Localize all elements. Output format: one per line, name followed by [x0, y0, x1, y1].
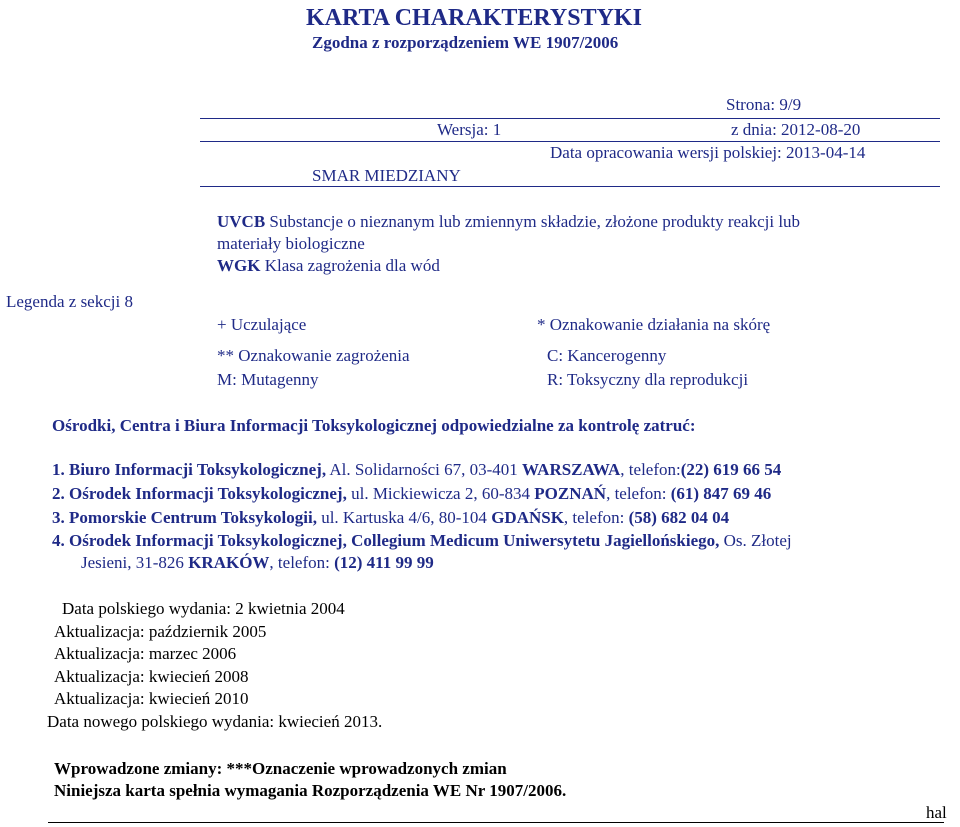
center-2: [52, 484, 771, 504]
update-3: Aktualizacja: kwiecień 2008: [54, 667, 249, 686]
center-3-tel-label: , telefon:: [563, 508, 629, 527]
center-2-name: 2. Ośrodek Informacji Toksykologicznej,: [52, 484, 347, 503]
center-4: [52, 531, 792, 551]
center-2-city: POZNAŃ: [534, 484, 607, 503]
center-3-name: 3. Pomorskie Centrum Toksykologii,: [52, 508, 317, 527]
symbol-plus: + Uczulające: [217, 315, 307, 334]
center-3-city: GDAŃSK: [491, 508, 564, 527]
uvcb-line-2: materiały biologiczne: [217, 234, 365, 253]
center-2-tel-label: , telefon:: [606, 484, 671, 503]
polish-version-date: Data opracowania wersji polskiej: 2013-04-14: [550, 143, 866, 162]
center-1: [52, 460, 781, 480]
update-2: Aktualizacja: marzec 2006: [54, 644, 237, 663]
uvcb-abbr: UVCB: [217, 212, 266, 231]
wgk-abbr: WGK: [217, 256, 261, 275]
center-4-name: 4. Ośrodek Informacji Toksykologicznej, Collegium Medicum Uniwersytetu Jagiellońskiego,: [52, 531, 720, 550]
compliance-statement: Niniejsza karta spełnia wymagania Rozporządzenia WE Nr 1907/2006.: [54, 781, 567, 800]
center-3: [52, 508, 729, 528]
center-1-name: 1. Biuro Informacji Toksykologicznej,: [52, 460, 327, 479]
header-rule-1: [200, 118, 940, 119]
uvcb-line-1: [217, 212, 800, 232]
footer-code: hal: [926, 803, 947, 822]
legend-label: Legenda z sekcji 8: [6, 292, 133, 311]
wgk-text: Klasa zagrożenia dla wód: [264, 256, 440, 275]
center-1-phone: (22) 619 66 54: [680, 460, 782, 479]
center-1-city: WARSZAWA: [522, 460, 621, 479]
symbol-m: M: Mutagenny: [217, 370, 319, 389]
center-2-phone: (61) 847 69 46: [670, 484, 772, 503]
new-edition-date: Data nowego polskiego wydania: kwiecień 2013.: [47, 712, 383, 731]
changes-note: Wprowadzone zmiany: ***Oznaczenie wprowadzonych zmian: [54, 759, 507, 778]
page-number: Strona: 9/9: [726, 95, 802, 114]
version-date: z dnia: 2012-08-20: [731, 120, 861, 139]
center-1-tel-label: , telefon:: [620, 460, 681, 479]
symbol-star: * Oznakowanie działania na skórę: [537, 315, 771, 334]
center-1-address: Al. Solidarności 67, 03-401: [326, 460, 523, 479]
center-4-city: KRAKÓW: [188, 553, 270, 572]
center-4-phone: (12) 411 99 99: [334, 553, 434, 572]
product-name: SMAR MIEDZIANY: [312, 166, 461, 185]
header-rule-2: [200, 141, 940, 142]
center-4-line-2: [81, 553, 434, 573]
center-4-address: Os. Złotej: [719, 531, 792, 550]
center-4-address-2: Jesieni, 31-826: [81, 553, 189, 572]
update-4: Aktualizacja: kwiecień 2010: [54, 689, 249, 708]
document-subtitle: Zgodna z rozporządzeniem WE 1907/2006: [312, 33, 619, 52]
footer-rule: [48, 822, 944, 823]
center-2-address: ul. Mickiewicza 2, 60-834: [346, 484, 535, 503]
version: Wersja: 1: [437, 120, 502, 139]
center-4-tel-label: , telefon:: [269, 553, 335, 572]
uvcb-text: Substancje o nieznanym lub zmiennym składzie, złożone produkty reakcji lub: [269, 212, 801, 231]
header-rule-3: [200, 186, 940, 187]
update-1: Aktualizacja: październik 2005: [54, 622, 267, 641]
symbol-c: C: Kancerogenny: [547, 346, 667, 365]
centers-heading: Ośrodki, Centra i Biura Informacji Toksykologicznej odpowiedzialne za kontrolę zatruć:: [52, 416, 696, 435]
document-title: KARTA CHARAKTERYSTYKI: [306, 5, 642, 31]
center-3-address: ul. Kartuska 4/6, 80-104: [316, 508, 492, 527]
center-3-phone: (58) 682 04 04: [628, 508, 730, 527]
wgk-line: [217, 256, 440, 276]
first-edition-date: Data polskiego wydania: 2 kwietnia 2004: [62, 599, 345, 618]
symbol-r: R: Toksyczny dla reprodukcji: [547, 370, 749, 389]
symbol-double-star: ** Oznakowanie zagrożenia: [217, 346, 410, 365]
